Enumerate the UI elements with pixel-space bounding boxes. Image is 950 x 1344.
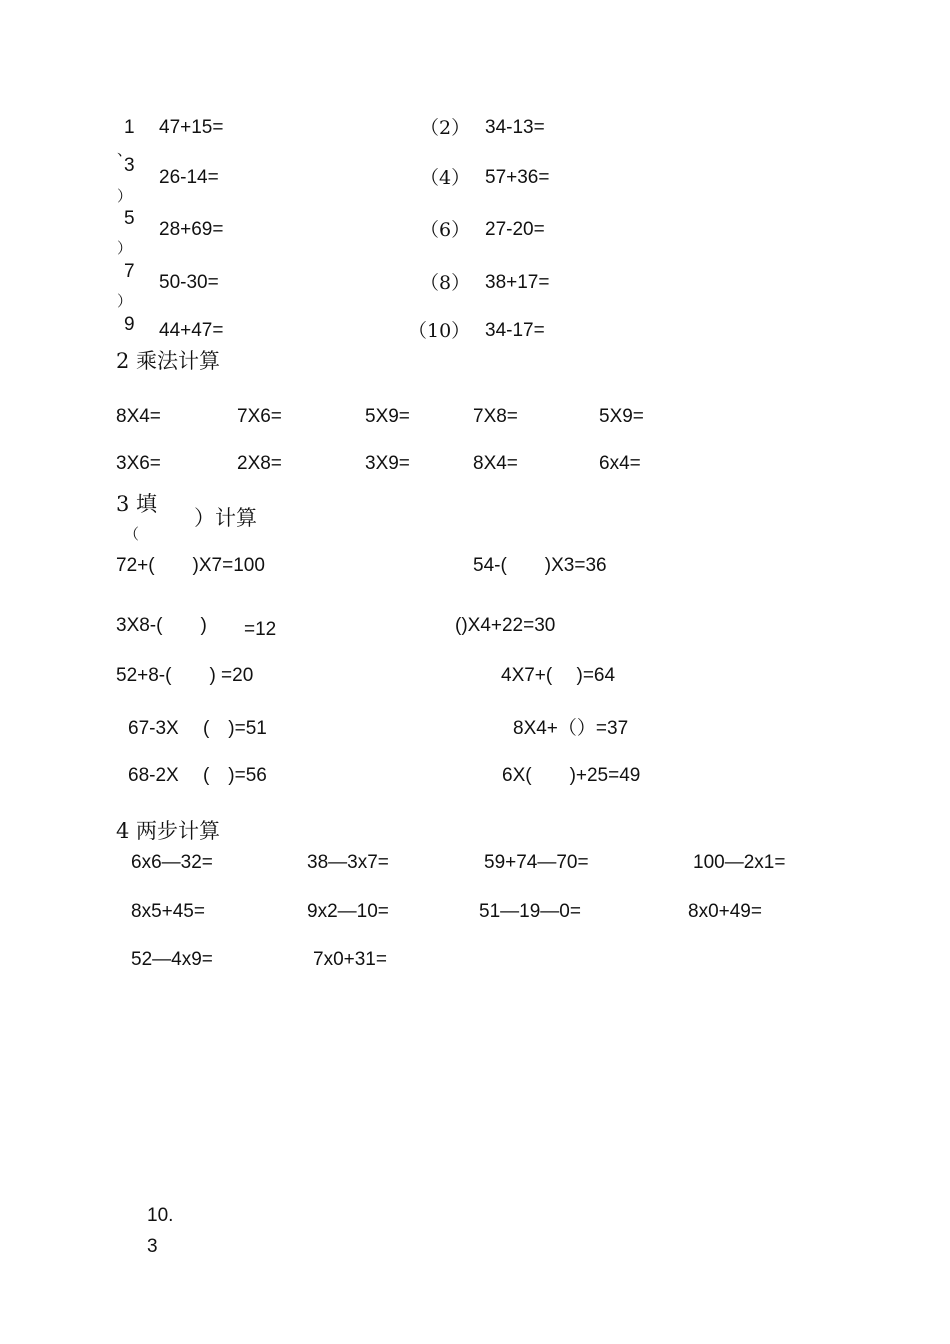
footer-number: 3 <box>147 1236 158 1257</box>
expression: 9x2—10= <box>307 901 389 922</box>
expression: 57+36= <box>485 167 550 188</box>
expression: 6x4= <box>599 453 641 474</box>
expression: 47+15= <box>159 117 224 138</box>
item-number: 1 <box>124 117 135 138</box>
fill-blank-expression: 52+8-( ) =20 <box>116 665 254 686</box>
expression: 8x0+49= <box>688 901 762 922</box>
fill-blank-expression: 4X7+( )=64 <box>501 665 616 686</box>
item-number-mark: 、 <box>117 142 133 159</box>
expression: 38+17= <box>485 272 550 293</box>
fill-blank-expression: 6X( )+25=49 <box>502 765 641 786</box>
expression: 7X8= <box>473 406 518 427</box>
item-number: （8） <box>420 272 471 294</box>
item-number-mark: ） <box>117 187 133 205</box>
fill-blank-expression: ()X4+22=30 <box>455 615 556 636</box>
expression: 6x6—32= <box>131 852 213 873</box>
expression: 3X9= <box>365 453 410 474</box>
expression: 2X8= <box>237 453 282 474</box>
section-heading: 3 填 <box>116 492 158 516</box>
expression: 8X4= <box>116 406 161 427</box>
expression: 34-13= <box>485 117 545 138</box>
expression: 26-14= <box>159 167 219 188</box>
item-number: （2） <box>420 117 471 139</box>
item-number: 3 <box>124 155 135 176</box>
expression: 50-30= <box>159 272 219 293</box>
fill-blank-expression: 54-( )X3=36 <box>473 555 607 576</box>
item-number-mark: ） <box>117 239 133 257</box>
item-number-mark: ） <box>117 292 133 310</box>
expression: 7x0+31= <box>313 949 387 970</box>
section-heading: 2 乘法计算 <box>116 349 221 373</box>
fill-blank-expression: 8X4+（）=37 <box>513 718 629 739</box>
expression: 34-17= <box>485 320 545 341</box>
expression: 100—2x1= <box>693 852 786 873</box>
item-number: 5 <box>124 208 135 229</box>
expression: 51—19—0= <box>479 901 581 922</box>
item-number: （6） <box>420 219 471 241</box>
expression: 38—3x7= <box>307 852 389 873</box>
section-heading: 4 两步计算 <box>116 819 221 843</box>
expression: 44+47= <box>159 320 224 341</box>
expression: 3X6= <box>116 453 161 474</box>
expression: 7X6= <box>237 406 282 427</box>
fill-blank-expression: =12 <box>244 619 277 640</box>
item-number: 7 <box>124 261 135 282</box>
fill-blank-expression: 68-2X ( )=56 <box>128 765 267 786</box>
section-heading-paren: （ <box>124 525 140 543</box>
expression: 59+74—70= <box>484 852 589 873</box>
section-heading: ）计算 <box>194 506 257 530</box>
item-number: （10） <box>408 320 471 342</box>
expression: 28+69= <box>159 219 224 240</box>
item-number: 9 <box>124 314 135 335</box>
footer-number: 10. <box>147 1205 174 1226</box>
fill-blank-expression: 67-3X ( )=51 <box>128 718 267 739</box>
fill-blank-expression: 3X8-( ) <box>116 615 207 636</box>
expression: 5X9= <box>365 406 410 427</box>
expression: 5X9= <box>599 406 644 427</box>
item-number: （4） <box>420 167 471 189</box>
expression: 27-20= <box>485 219 545 240</box>
expression: 8x5+45= <box>131 901 205 922</box>
fill-blank-expression: 72+( )X7=100 <box>116 555 265 576</box>
expression: 8X4= <box>473 453 518 474</box>
expression: 52—4x9= <box>131 949 213 970</box>
